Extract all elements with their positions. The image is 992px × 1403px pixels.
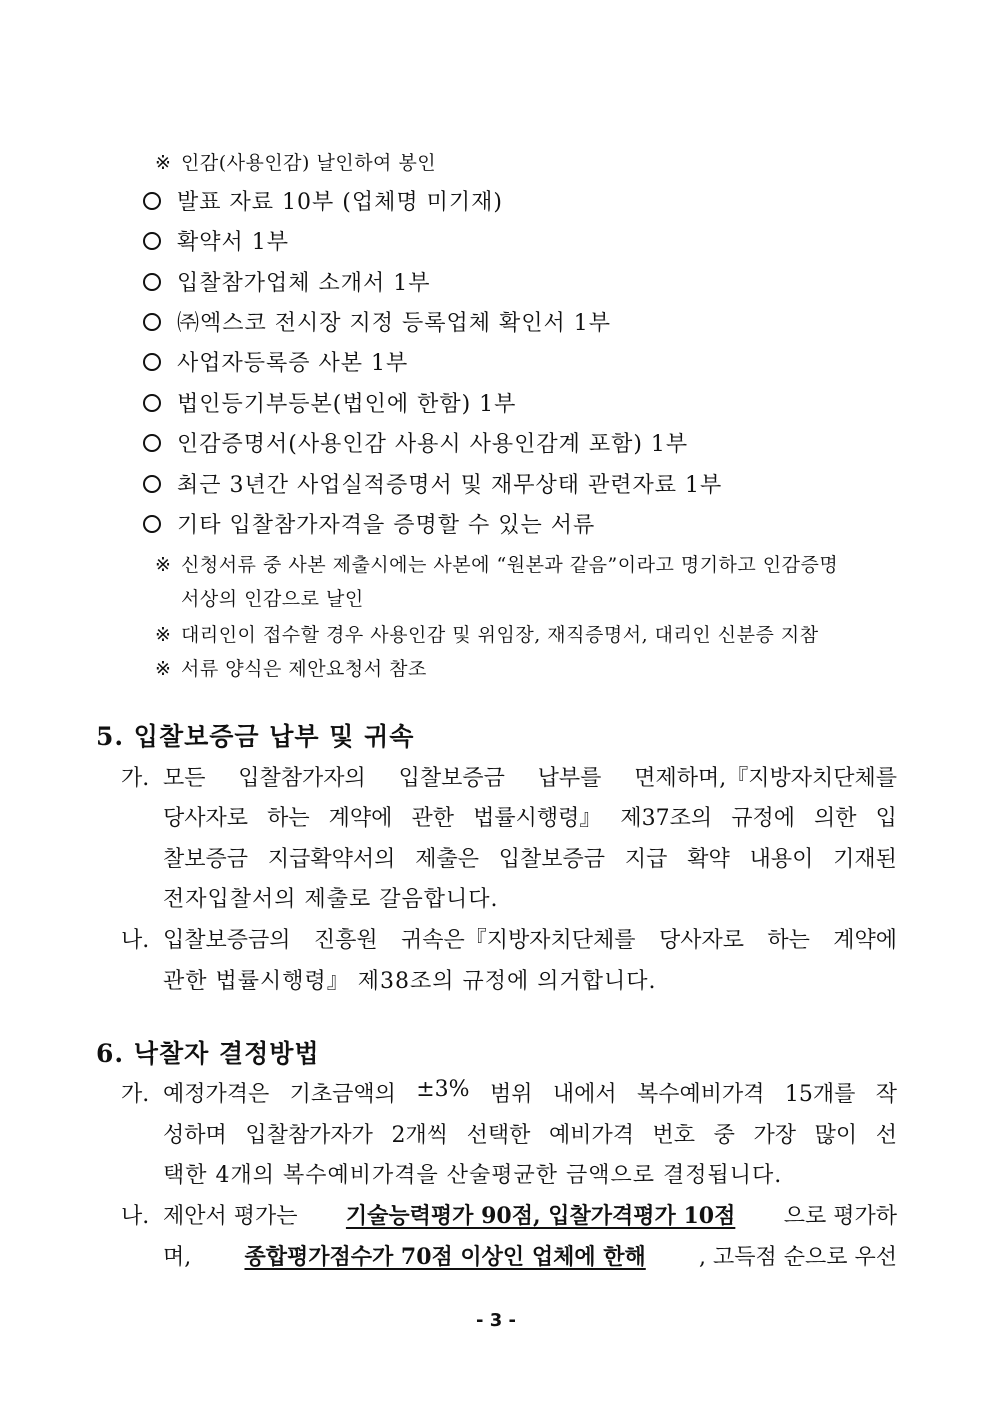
list-item: [143, 387, 516, 418]
note-text: 신청서류 중 사본 제출시에는 사본에 “원본과 같음”이라고 명기하고 인감증명: [181, 554, 839, 576]
word: 당사자로: [163, 806, 249, 831]
paragraph-line: 전자입찰서의 제출로 갈음합니다.: [163, 887, 499, 912]
note-seal: [155, 148, 436, 175]
reference-mark: ※: [155, 658, 172, 680]
item-label: 나.: [121, 928, 150, 953]
list-item-text: 최근 3년간 사업실적증명서 및 재무상태 관련자료 1부: [177, 473, 723, 498]
note-text: 대리인이 접수할 경우 사용인감 및 위임장, 재직증명서, 대리인 신분증 지참: [181, 624, 819, 646]
list-item: [143, 427, 688, 458]
list-item: [143, 225, 289, 256]
word: 내에서: [552, 1082, 617, 1107]
word: 하는: [767, 928, 810, 953]
note-continuation: 서상의 인감으로 날인: [181, 588, 364, 610]
note-copy-documents: [155, 550, 838, 577]
plain-text: 제안서 평가는: [163, 1204, 298, 1229]
reference-mark: ※: [155, 152, 172, 174]
word: 가장: [753, 1123, 797, 1148]
list-item: [143, 266, 431, 297]
list-item: [143, 508, 595, 539]
word: 제출은: [415, 847, 479, 872]
circle-bullet-icon: [143, 192, 161, 210]
word: 예정가격은: [163, 1082, 270, 1107]
emphasized-text: 종합평가점수가 70점 이상인 업체에 한해: [244, 1244, 646, 1270]
paragraph-line: [163, 1077, 897, 1108]
paragraph-line: [163, 1118, 897, 1149]
page-number: - 3 -: [476, 1310, 516, 1331]
circle-bullet-icon: [143, 232, 161, 250]
word: 선택한: [466, 1123, 531, 1148]
word: 15개를: [784, 1082, 856, 1107]
section-5-heading: 5. 입찰보증금 납부 및 귀속: [96, 722, 415, 751]
list-item-text: 발표 자료 10부 (업체명 미기재): [177, 190, 503, 215]
word: 하는: [267, 806, 310, 831]
word: 입찰보증금: [398, 766, 505, 791]
word: 번호: [652, 1123, 696, 1148]
list-item: [143, 185, 503, 216]
list-item-text: 사업자등록증 사본 1부: [177, 351, 409, 376]
word: 복수예비가격: [636, 1082, 765, 1107]
word: 입: [875, 806, 897, 831]
circle-bullet-icon: [143, 313, 161, 331]
reference-mark: ※: [155, 554, 172, 576]
item-label: 나.: [121, 1204, 150, 1229]
list-item-text: 인감증명서(사용인감 사용시 사용인감계 포함) 1부: [177, 432, 689, 457]
list-item: [143, 306, 611, 337]
word: 내용이: [749, 847, 814, 872]
word: 면제하며,『지방자치단체를: [634, 766, 897, 791]
word: 규정에: [731, 806, 795, 831]
word: 지급확약서의: [267, 847, 396, 872]
word: 입찰보증금: [498, 847, 606, 872]
word: 선: [875, 1123, 897, 1148]
item-label: 가.: [121, 1082, 150, 1107]
note-agent: [155, 620, 819, 647]
note-forms: [155, 654, 427, 681]
word: 입찰보증금의: [163, 928, 291, 953]
circle-bullet-icon: [143, 475, 161, 493]
word: 지급: [624, 847, 668, 872]
circle-bullet-icon: [143, 273, 161, 291]
list-item-text: 입찰참가업체 소개서 1부: [177, 271, 431, 296]
word: 작: [875, 1082, 897, 1107]
circle-bullet-icon: [143, 515, 161, 533]
word: 제37조의: [620, 806, 713, 831]
section-6-heading: 6. 낙찰자 결정방법: [96, 1039, 320, 1068]
item-label: 가.: [121, 766, 150, 791]
paragraph-line: [163, 1240, 897, 1271]
word: 확약: [687, 847, 730, 872]
paragraph-line: [163, 761, 897, 792]
list-item-text: 기타 입찰참가자격을 증명할 수 있는 서류: [177, 513, 596, 538]
list-item: [143, 346, 408, 377]
paragraph-line: [163, 1199, 897, 1230]
word: 모든: [163, 766, 206, 791]
plain-text: 며,: [163, 1245, 192, 1270]
word: 성하며: [163, 1123, 227, 1148]
emphasized-text: 기술능력평가 90점, 입찰가격평가 10점: [345, 1203, 736, 1229]
word: 관한: [411, 806, 454, 831]
word: 계약에: [833, 928, 897, 953]
word: 기재된: [833, 847, 897, 872]
word: 진흥원: [313, 928, 378, 953]
list-item-text: 확약서 1부: [177, 230, 289, 255]
paragraph-line: [163, 842, 897, 873]
circle-bullet-icon: [143, 353, 161, 371]
list-item-text: 법인등기부등본(법인에 한함) 1부: [177, 392, 517, 417]
plain-text: 으로 평가하: [783, 1204, 897, 1229]
word: 납부를: [537, 766, 602, 791]
list-item: [143, 468, 722, 499]
paragraph-line: 관한 법률시행령』 제38조의 규정에 의거합니다.: [163, 969, 657, 994]
word: 예비가격: [548, 1123, 634, 1148]
word: ±3%: [416, 1077, 470, 1102]
word: 기초금액의: [289, 1082, 396, 1107]
word: 귀속은『지방자치단체를: [401, 928, 636, 953]
note-text: 인감(사용인감) 날인하여 봉인: [181, 152, 437, 174]
paragraph-line: [163, 801, 897, 832]
note-text: 서류 양식은 제안요청서 참조: [181, 658, 427, 680]
word: 찰보증금: [163, 847, 249, 872]
word: 많이: [814, 1123, 858, 1148]
word: 입찰참가자가: [245, 1123, 373, 1148]
word: 2개씩: [391, 1123, 448, 1148]
plain-text: , 고득점 순으로 우선: [698, 1245, 897, 1270]
word: 입찰참가자의: [238, 766, 366, 791]
circle-bullet-icon: [143, 434, 161, 452]
list-item-text: ㈜엑스코 전시장 지정 등록업체 확인서 1부: [177, 311, 611, 336]
word: 당사자로: [658, 928, 744, 953]
word: 법률시행령』: [473, 806, 602, 831]
word: 중: [713, 1123, 735, 1148]
paragraph-line: 택한 4개의 복수예비가격을 산술평균한 금액으로 결정됩니다.: [163, 1163, 783, 1188]
word: 의한: [814, 806, 857, 831]
word: 범위: [489, 1082, 533, 1107]
reference-mark: ※: [155, 624, 172, 646]
paragraph-line: [163, 923, 897, 954]
word: 계약에: [328, 806, 393, 831]
circle-bullet-icon: [143, 394, 161, 412]
